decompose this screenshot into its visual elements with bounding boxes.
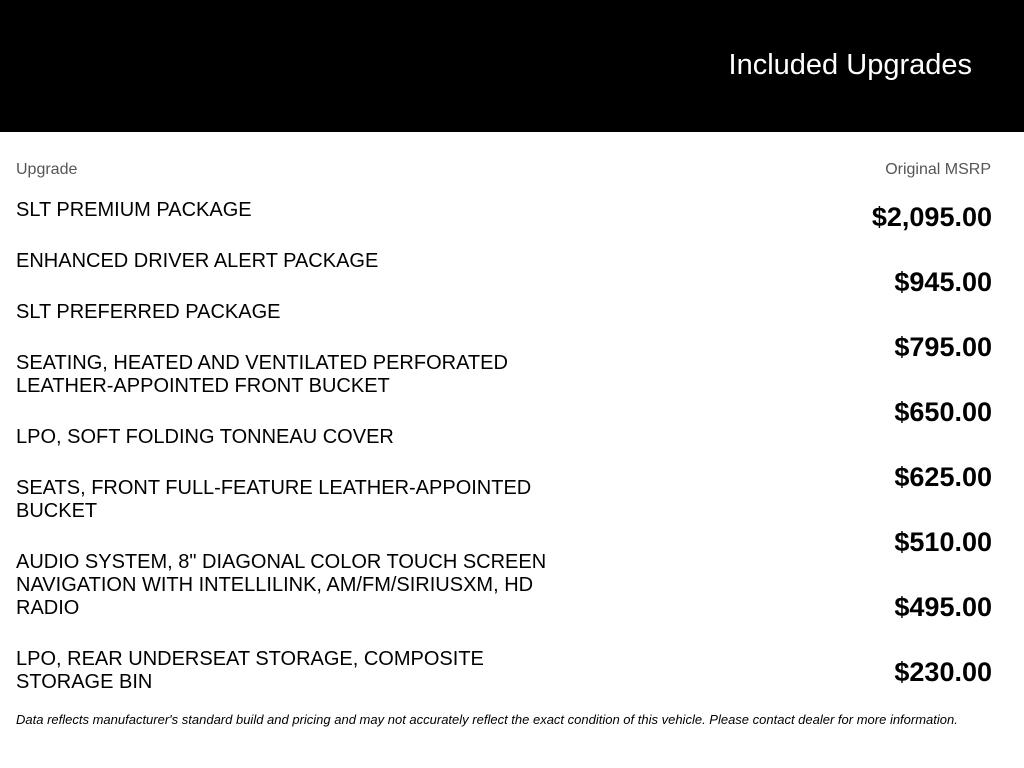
upgrade-price: $625.00 xyxy=(894,462,992,492)
upgrade-name: SEATS, FRONT FULL-FEATURE LEATHER-APPOINTED BUCKET xyxy=(16,477,532,522)
upgrade-price: $795.00 xyxy=(894,332,992,362)
upgrade-price: $510.00 xyxy=(894,527,992,557)
header-bar xyxy=(0,0,1024,132)
upgrade-name: LPO, SOFT FOLDING TONNEAU COVER xyxy=(16,426,394,448)
upgrade-name: LPO, REAR UNDERSEAT STORAGE, COMPOSITE STORAGE BIN xyxy=(16,648,484,693)
upgrade-name: SEATING, HEATED AND VENTILATED PERFORATED LEATHER-APPOINTED FRONT BUCKET xyxy=(16,352,508,397)
upgrade-name: SLT PREMIUM PACKAGE xyxy=(16,199,252,221)
upgrade-price: $2,095.00 xyxy=(871,202,992,232)
column-header-upgrade: Upgrade xyxy=(16,161,78,178)
upgrade-price: $650.00 xyxy=(894,397,992,427)
upgrade-price: $945.00 xyxy=(894,267,992,297)
upgrade-price: $230.00 xyxy=(894,657,992,687)
upgrade-name: AUDIO SYSTEM, 8" DIAGONAL COLOR TOUCH SCREEN NAVIGATION WITH INTELLILINK, AM/FM/SIRIUSXM, HD RADIO xyxy=(16,551,547,619)
column-header-msrp: Original MSRP xyxy=(885,161,991,178)
page-title: Included Upgrades xyxy=(728,49,972,81)
upgrade-name: ENHANCED DRIVER ALERT PACKAGE xyxy=(16,250,379,272)
upgrade-name-list xyxy=(16,199,576,722)
upgrade-price: $495.00 xyxy=(894,592,992,622)
disclaimer-note: Data reflects manufacturer's standard build and pricing and may not accurately reflect the exact condition of this vehicle. Please contact dealer for more information. xyxy=(16,712,958,727)
upgrade-name: SLT PREFERRED PACKAGE xyxy=(16,301,281,323)
upgrade-price-list xyxy=(692,200,992,720)
